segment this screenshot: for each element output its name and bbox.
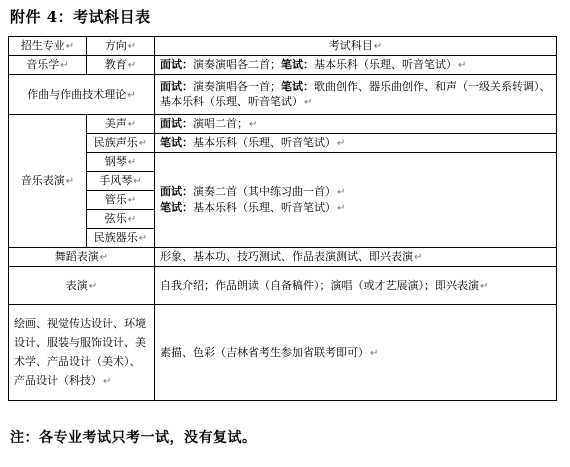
major-design: 绘画、视觉传达设计、环境设计、服装与服饰设计、美术学、产品设计（美术）、产品设计（科技）↵ — [9, 305, 155, 401]
direction-folk-vocal: 民族声乐↵ — [87, 134, 155, 153]
major-acting: 表演↵ — [9, 267, 155, 305]
subjects-dance: 形象、基本功、技巧测试、作品表演测试、即兴表演↵ — [155, 248, 557, 267]
table-row-performance-1 — [9, 115, 557, 134]
direction-folk-instrument: 民族器乐↵ — [87, 229, 155, 248]
subjects-acting: 自我介绍；作品朗读（自备稿件）；演唱（或才艺展演）；即兴表演↵ — [155, 267, 557, 305]
major-performance: 音乐表演↵ — [9, 115, 87, 248]
exam-subjects-table — [8, 36, 557, 401]
direction-bel-canto: 美声↵ — [87, 115, 155, 134]
subjects-music: 面试：演奏演唱各二首；笔试：基本乐科（乐理、听音笔试）↵ — [155, 56, 557, 75]
page-title: 附件 4：考试科目表 — [10, 8, 151, 26]
direction-strings: 弦乐↵ — [87, 210, 155, 229]
direction-education: 教育↵ — [87, 56, 155, 75]
table-row-acting — [9, 267, 557, 305]
direction-accordion: 手风琴↵ — [87, 172, 155, 191]
table-row-performance-2 — [9, 134, 557, 153]
table-header-row — [9, 37, 557, 56]
subjects-vocal-interview: 面试：演唱二首；↵ — [155, 115, 557, 134]
header-direction: 方向↵ — [87, 37, 155, 56]
table-row-performance-3 — [9, 153, 557, 172]
table-row-music — [9, 56, 557, 75]
table-row-dance — [9, 248, 557, 267]
direction-piano: 钢琴↵ — [87, 153, 155, 172]
header-major: 招生专业↵ — [9, 37, 87, 56]
major-dance: 舞蹈表演↵ — [9, 248, 155, 267]
table-row-composition — [9, 75, 557, 115]
subjects-vocal-written: 笔试：基本乐科（乐理、听音笔试）↵ — [155, 134, 557, 153]
major-music: 音乐学↵ — [9, 56, 87, 75]
table-row-design — [9, 305, 557, 401]
subjects-composition: 面试：演奏演唱各一首；笔试：歌曲创作、器乐曲创作、和声（一级关系转调）、基本乐科（乐理、听音笔试）↵ — [155, 75, 557, 115]
header-subjects: 考试科目↵ — [155, 37, 557, 56]
subjects-instrumental: 面试：演奏二首（其中练习曲一首）↵ 笔试：基本乐科（乐理、听音笔试）↵ — [155, 153, 557, 248]
subjects-design: 素描、色彩（吉林省考生参加省联考即可）↵ — [155, 305, 557, 401]
major-composition: 作曲与作曲技术理论↵ — [9, 75, 155, 115]
direction-wind: 管乐↵ — [87, 191, 155, 210]
footnote: 注：各专业考试只考一试，没有复试。 — [10, 430, 257, 446]
